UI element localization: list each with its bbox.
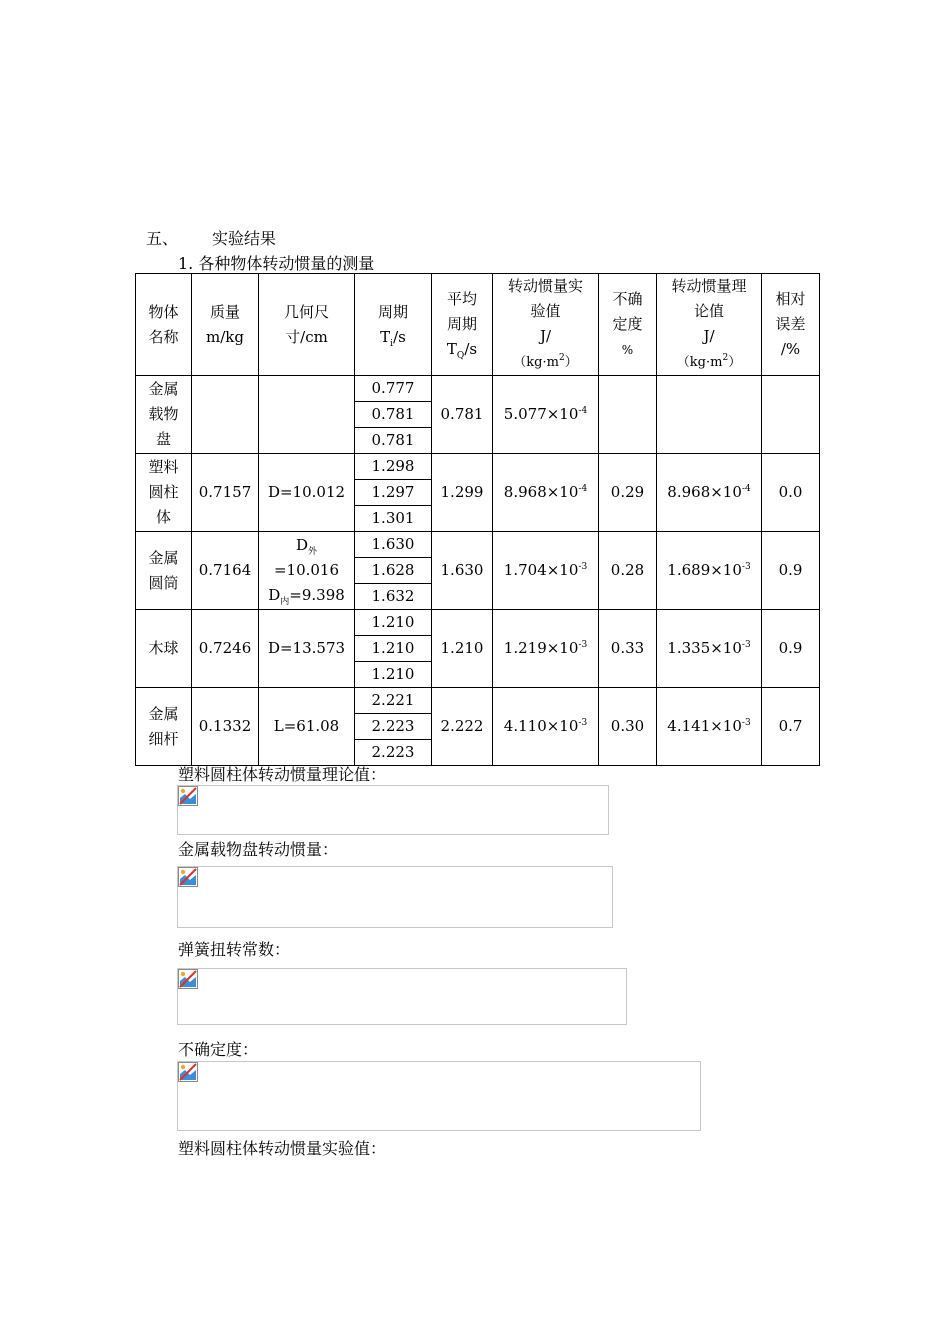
table-row: [136, 688, 820, 714]
formula-image-spring-constant: [177, 968, 627, 1025]
cell-exp: $4.110\times 10^{-3}$: [493, 688, 599, 766]
cell-uncertainty: 0.29: [599, 454, 657, 532]
formula-label-cylinder-experimental: 塑料圆柱体转动惯量实验值：: [178, 1139, 387, 1158]
cell-theory: $1.335\times 10^{-3}$: [657, 610, 762, 688]
cell-name: 金属 圆筒: [136, 532, 192, 610]
cell-exp: $8.968\times 10^{-4}$: [493, 454, 599, 532]
broken-image-icon: [178, 786, 198, 806]
section-title: 实验结果: [212, 229, 277, 248]
cell-period: 2.223: [355, 714, 432, 740]
cell-exp: $1.704\times 10^{-3}$: [493, 532, 599, 610]
cell-uncertainty: 0.28: [599, 532, 657, 610]
header-period: 周期 $T_i/s$: [355, 274, 432, 376]
header-mass: 质量 m/kg: [192, 274, 259, 376]
cell-period: 2.223: [355, 740, 432, 766]
cell-uncertainty: 0.33: [599, 610, 657, 688]
cell-uncertainty: 0.30: [599, 688, 657, 766]
formula-label-cylinder-theory: 塑料圆柱体转动惯量理论值：: [178, 765, 387, 784]
cell-theory: $4.141\times 10^{-3}$: [657, 688, 762, 766]
cell-avg: 1.630: [432, 532, 493, 610]
table-header-row: [136, 274, 820, 376]
formula-image-tray-inertia: [177, 866, 613, 928]
cell-name: 木球: [136, 610, 192, 688]
cell-avg: 1.299: [432, 454, 493, 532]
table-row: [136, 454, 820, 480]
header-uncertainty: 不确 定度 %: [599, 274, 657, 376]
inertia-results-table: [135, 273, 820, 766]
table-row: [136, 610, 820, 636]
cell-theory: $8.968\times 10^{-4}$: [657, 454, 762, 532]
formula-label-tray-inertia: 金属载物盘转动惯量：: [178, 840, 339, 859]
cell-name: 金属 载物 盘: [136, 376, 192, 454]
cell-period: 1.210: [355, 662, 432, 688]
table-row: [136, 376, 820, 402]
broken-image-icon: [178, 867, 198, 887]
cell-period: 0.777: [355, 376, 432, 402]
header-theory-value: 转动惯量理 论值 J/ $(kg\cdot m^2)$: [657, 274, 762, 376]
cell-period: 0.781: [355, 402, 432, 428]
cell-mass: 0.7164: [192, 532, 259, 610]
cell-error: 0.9: [762, 532, 820, 610]
cell-period: 1.628: [355, 558, 432, 584]
cell-period: 1.210: [355, 610, 432, 636]
cell-period: 1.301: [355, 506, 432, 532]
cell-mass: 0.7157: [192, 454, 259, 532]
cell-mass: 0.1332: [192, 688, 259, 766]
cell-name: 塑料 圆柱 体: [136, 454, 192, 532]
cell-period: 1.210: [355, 636, 432, 662]
header-exp-value: 转动惯量实 验值 J/ $(kg\cdot m^2)$: [493, 274, 599, 376]
cell-theory: [657, 376, 762, 454]
cell-error: 0.0: [762, 454, 820, 532]
cell-size: L=61.08: [259, 688, 355, 766]
broken-image-icon: [178, 969, 198, 989]
cell-exp: $5.077\times 10^{-4}$: [493, 376, 599, 454]
cell-name: 金属 细杆: [136, 688, 192, 766]
cell-mass: [192, 376, 259, 454]
formula-label-uncertainty: 不确定度：: [178, 1040, 259, 1059]
cell-size: D=13.573: [259, 610, 355, 688]
cell-avg: 0.781: [432, 376, 493, 454]
section-number: 五、: [146, 229, 179, 248]
cell-period: 1.632: [355, 584, 432, 610]
cell-size: $D_外$ =10.016 $D_内=9.398$: [259, 532, 355, 610]
cell-period: 0.781: [355, 428, 432, 454]
cell-error: 0.9: [762, 610, 820, 688]
cell-error: 0.7: [762, 688, 820, 766]
cell-avg: 2.222: [432, 688, 493, 766]
formula-image-uncertainty: [177, 1061, 701, 1131]
subsection-title: 1. 各种物体转动惯量的测量: [178, 254, 375, 273]
table-row: [136, 532, 820, 558]
broken-image-icon: [178, 1062, 198, 1082]
cell-exp: $1.219\times 10^{-3}$: [493, 610, 599, 688]
cell-size: D=10.012: [259, 454, 355, 532]
section-heading: [146, 226, 276, 249]
cell-error: [762, 376, 820, 454]
cell-theory: $1.689\times 10^{-3}$: [657, 532, 762, 610]
cell-period: 2.221: [355, 688, 432, 714]
cell-period: 1.298: [355, 454, 432, 480]
cell-mass: 0.7246: [192, 610, 259, 688]
cell-uncertainty: [599, 376, 657, 454]
cell-period: 1.630: [355, 532, 432, 558]
header-avg-period: 平均 周期 $T_Q/s$: [432, 274, 493, 376]
cell-avg: 1.210: [432, 610, 493, 688]
header-rel-error: 相对 误差 /%: [762, 274, 820, 376]
formula-image-cylinder-theory: [177, 785, 609, 835]
header-size: 几何尺 寸/cm: [259, 274, 355, 376]
cell-size: [259, 376, 355, 454]
formula-label-spring-constant: 弹簧扭转常数：: [178, 940, 291, 959]
cell-period: 1.297: [355, 480, 432, 506]
header-name: 物体 名称: [136, 274, 192, 376]
